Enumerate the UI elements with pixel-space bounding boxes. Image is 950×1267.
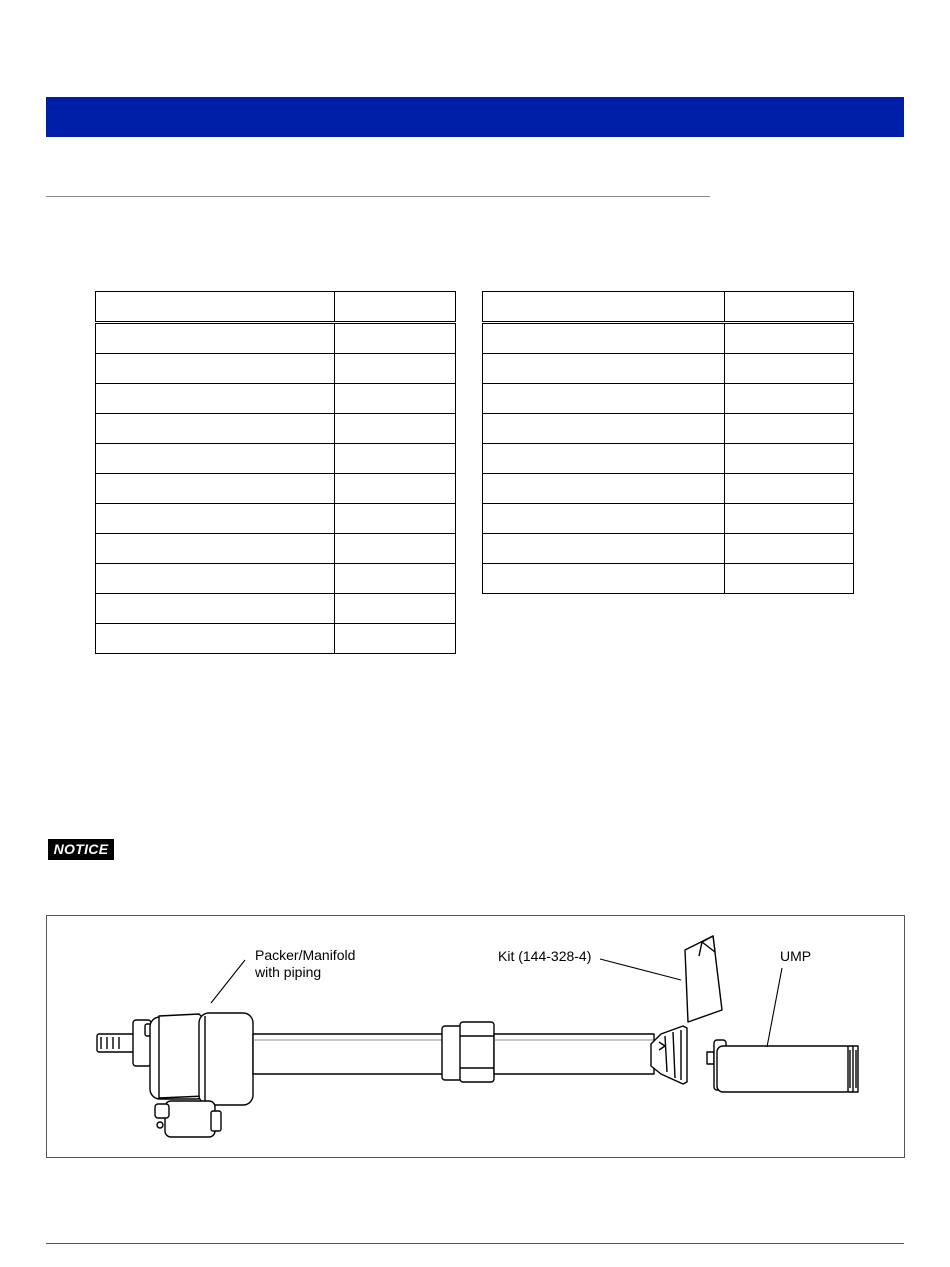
table-row <box>483 354 854 384</box>
ump-drawing <box>707 1040 858 1092</box>
table-cell <box>483 323 725 354</box>
table-cell <box>96 474 335 504</box>
table-row <box>483 444 854 474</box>
table-cell <box>483 354 725 384</box>
table-cell <box>335 414 456 444</box>
table-cell <box>483 444 725 474</box>
table-cell <box>725 474 854 504</box>
parts-table-left <box>95 291 456 654</box>
parts-figure <box>46 915 905 1158</box>
table-header-cell <box>335 292 456 323</box>
table-cell <box>483 504 725 534</box>
table-cell <box>335 534 456 564</box>
table-row <box>96 354 456 384</box>
table-row <box>96 564 456 594</box>
ump-callout: UMP <box>780 948 812 964</box>
footer-divider <box>46 1243 904 1244</box>
table-row <box>483 534 854 564</box>
table-cell <box>335 594 456 624</box>
table-row <box>96 384 456 414</box>
table-cell <box>335 624 456 654</box>
table-cell <box>725 354 854 384</box>
table-cell <box>725 444 854 474</box>
table-cell <box>335 504 456 534</box>
table-row <box>96 534 456 564</box>
table-cell <box>96 384 335 414</box>
table-header-row <box>96 292 456 323</box>
table-cell <box>96 444 335 474</box>
table-cell <box>335 564 456 594</box>
notice-badge: NOTICE <box>48 839 114 860</box>
pipe-drawing <box>253 1022 687 1084</box>
table-cell <box>483 534 725 564</box>
table-row <box>483 414 854 444</box>
packer-callout-line1: Packer/Manifold <box>255 947 356 963</box>
table-cell <box>96 534 335 564</box>
packer-manifold-callout <box>255 947 355 981</box>
table-cell <box>725 534 854 564</box>
table-row <box>96 624 456 654</box>
packer-leader-line <box>211 960 245 1003</box>
table-cell <box>96 504 335 534</box>
table-cell <box>335 444 456 474</box>
kit-bag-drawing <box>685 936 722 1022</box>
section-divider <box>46 196 710 197</box>
table-cell <box>483 564 725 594</box>
table-cell <box>725 504 854 534</box>
table-header-cell <box>725 292 854 323</box>
table-cell <box>335 323 456 354</box>
table-row <box>483 564 854 594</box>
table-cell <box>96 564 335 594</box>
table-row <box>96 444 456 474</box>
table-row <box>96 414 456 444</box>
assembly-illustration <box>47 916 904 1157</box>
table-cell <box>725 564 854 594</box>
kit-leader-line <box>600 959 681 980</box>
table-row <box>96 474 456 504</box>
table-cell <box>96 323 335 354</box>
table-cell <box>335 474 456 504</box>
table-row <box>483 474 854 504</box>
table-row <box>483 323 854 354</box>
parts-table-right <box>482 291 854 594</box>
table-cell <box>96 594 335 624</box>
table-cell <box>725 414 854 444</box>
table-row <box>96 323 456 354</box>
section-header-bar <box>46 97 904 137</box>
table-cell <box>335 384 456 414</box>
table-header-cell <box>96 292 335 323</box>
table-cell <box>335 354 456 384</box>
table-row <box>96 504 456 534</box>
table-cell <box>483 414 725 444</box>
table-cell <box>96 414 335 444</box>
table-header-cell <box>483 292 725 323</box>
table-cell <box>725 384 854 414</box>
table-cell <box>725 323 854 354</box>
table-cell <box>483 474 725 504</box>
packer-manifold-drawing <box>97 1013 253 1137</box>
ump-leader-line <box>767 968 782 1047</box>
packer-callout-line2: with piping <box>255 964 322 980</box>
table-cell <box>96 354 335 384</box>
table-cell <box>483 384 725 414</box>
table-header-row <box>483 292 854 323</box>
table-row <box>96 594 456 624</box>
table-cell <box>96 624 335 654</box>
table-row <box>483 504 854 534</box>
kit-callout: Kit (144-328-4) <box>498 948 592 964</box>
table-row <box>483 384 854 414</box>
